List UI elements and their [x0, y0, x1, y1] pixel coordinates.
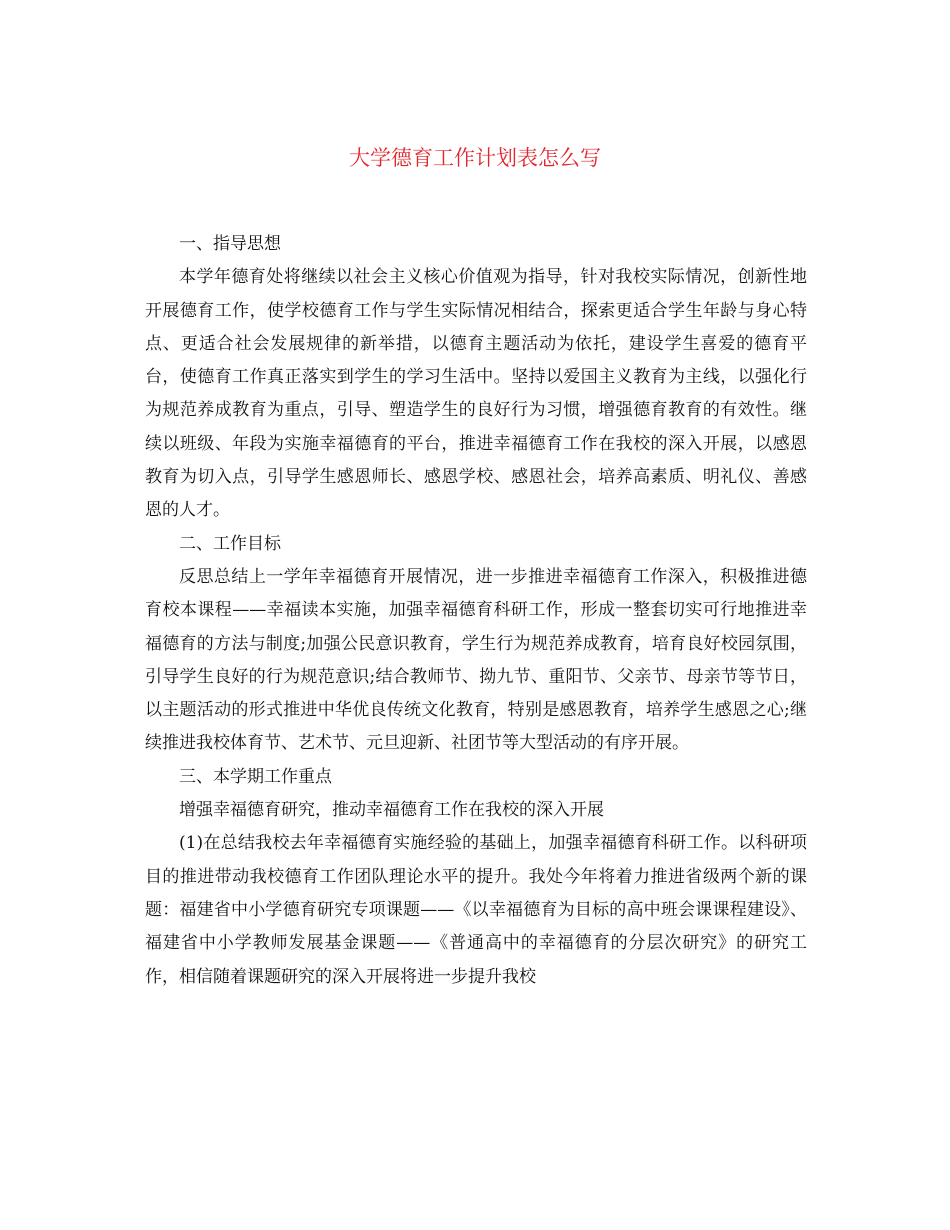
section-heading-semester-focus: 三、本学期工作重点 — [179, 766, 332, 787]
paragraph-focus-item-1: (1)在总结我校去年幸福德育实施经验的基础上，加强幸福德育科研工作。以科研项目的推进带动我校德育工作团队理论水平的提升。我处今年将着力推进省级两个新的课题：福建省中小学德育研究专项课题——《以幸福德育为目标的高中班会课课程建设》、福建省中小学教师发展基金课题——《普通高中的幸福德育的分层次研究》的研究工作，相信随着课题研究的深入开展将进一步提升我校 — [145, 833, 807, 987]
section-heading-guiding-ideology: 一、指导思想 — [179, 234, 281, 254]
paragraph-work-goals: 反思总结上一学年幸福德育开展情况，进一步推进幸福德育工作深入，积极推进德育校本课程——幸福读本实施，加强幸福德育科研工作，形成一整套切实可行地推进幸福德育的方法与制度;加强公民意识教育，学生行为规范养成教育，培育良好校园氛围，引导学生良好的行为规范意识;结合教师节、拗九节、重阳节、父亲节、母亲节等节日，以主题活动的形式推进中华优良传统文化教育，特别是感恩教育，培养学生感恩之心;继续推进我校体育节、艺术节、元旦迎新、社团节等大型活动的有序开展。 — [145, 566, 807, 754]
section-heading-work-goals: 二、工作目标 — [179, 533, 281, 554]
document-body — [145, 228, 807, 994]
paragraph-focus-summary: 增强幸福德育研究，推动幸福德育工作在我校的深入开展 — [179, 800, 604, 821]
document-title: 大学德育工作计划表怎么写 — [349, 146, 601, 170]
paragraph-guiding-ideology: 本学年德育处将继续以社会主义核心价值观为指导，针对我校实际情况，创新性地开展德育工作，使学校德育工作与学生实际情况相结合，探索更适合学生年龄与身心特点、更适合社会发展规律的新举措，以德育主题活动为依托，建设学生喜爱的德育平台，使德育工作真正落实到学生的学习生活中。坚持以爱国主义教育为主线，以强化行为规范养成教育为重点，引导、塑造学生的良好行为习惯，增强德育教育的有效性。继续以班级、年段为实施幸福德育的平台，推进幸福德育工作在我校的深入开展，以感恩教育为切入点，引导学生感恩师长、感恩学校、感恩社会，培养高素质、明礼仪、善感恩的人才。 — [145, 267, 807, 521]
